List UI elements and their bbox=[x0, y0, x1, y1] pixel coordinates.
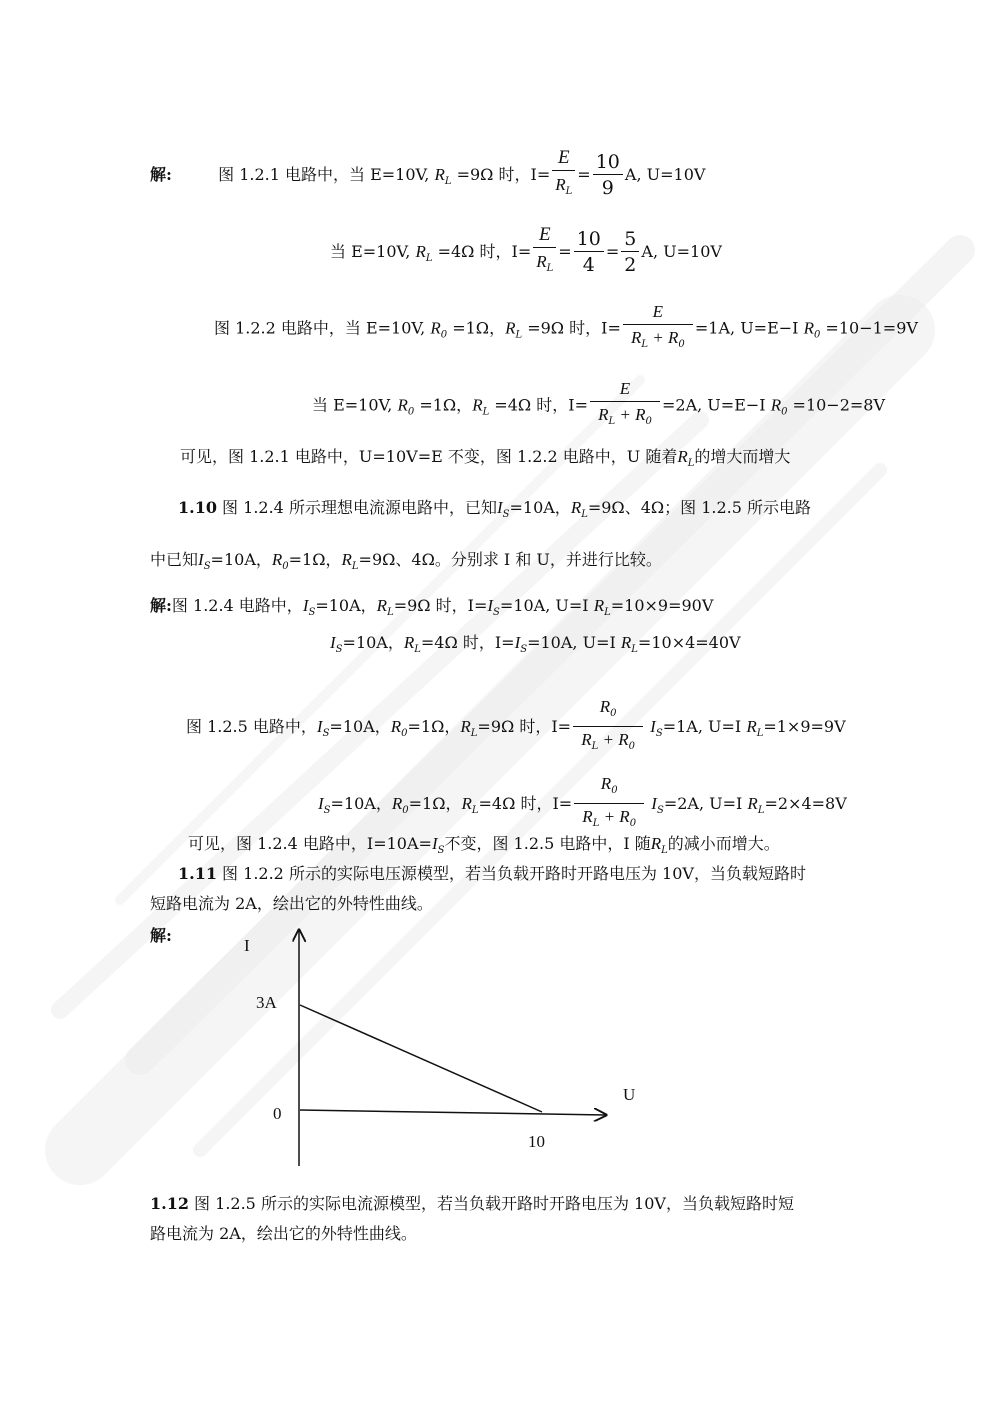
text: =9Ω 时，I= bbox=[522, 318, 621, 338]
var-r: + R bbox=[598, 730, 629, 749]
text: = bbox=[577, 165, 591, 184]
origin-label: 0 bbox=[273, 1104, 282, 1123]
sub: L bbox=[592, 818, 600, 829]
var-r: R bbox=[593, 596, 605, 615]
text: 图 1.2.4 所示理想电流源电路中，已知 bbox=[216, 498, 497, 517]
var-r: R bbox=[600, 774, 612, 793]
text: =9Ω、4Ω。分别求 I 和 U，并进行比较。 bbox=[358, 550, 662, 569]
text: = bbox=[558, 242, 572, 261]
text: =1Ω， bbox=[447, 318, 506, 338]
text: 可见，图 1.2.4 电路中，I=10A= bbox=[188, 834, 432, 853]
var-r: R bbox=[747, 794, 758, 813]
text: =10A, U=I bbox=[527, 633, 621, 652]
question-1-12-line-1 bbox=[150, 1194, 794, 1214]
numerator: E bbox=[552, 146, 575, 171]
text: 路电流为 2A，绘出它的外特性曲线。 bbox=[150, 1224, 417, 1243]
sub: S bbox=[656, 805, 664, 816]
sub: 0 bbox=[611, 785, 618, 796]
text: 图 1.2.4 电路中， bbox=[171, 596, 303, 615]
var-i: I bbox=[650, 717, 656, 736]
var-i: I bbox=[318, 794, 324, 813]
var-r: R bbox=[599, 697, 611, 716]
sub: L bbox=[470, 728, 478, 739]
sub: 0 bbox=[407, 406, 415, 418]
numerator: 5 bbox=[621, 227, 639, 252]
var-i: I bbox=[330, 633, 336, 652]
sub: L bbox=[546, 263, 554, 274]
var-r: R bbox=[271, 550, 283, 569]
var-i: I bbox=[514, 633, 521, 652]
var-r: R bbox=[415, 242, 426, 261]
var-r: R bbox=[397, 395, 408, 415]
x-tick-label: 10 bbox=[528, 1132, 545, 1151]
text: 的减小而增大。 bbox=[667, 834, 780, 853]
text: =1A, U=E−I bbox=[694, 318, 804, 338]
var-r: R bbox=[650, 834, 662, 853]
sub: 0 bbox=[440, 329, 448, 341]
text: =4Ω 时，I= bbox=[478, 794, 573, 813]
sub: L bbox=[351, 561, 359, 572]
var-r: R bbox=[536, 252, 547, 271]
text: =1Ω， bbox=[288, 550, 342, 569]
var-r: R bbox=[430, 318, 441, 338]
sub: 0 bbox=[781, 406, 788, 418]
text: =2A, U=E−I bbox=[661, 395, 771, 415]
sub: L bbox=[631, 644, 638, 655]
x-axis-label: U bbox=[623, 1085, 636, 1104]
var-r: R bbox=[460, 717, 471, 736]
text: 可见，图 1.2.1 电路中，U=10V=E 不变，图 1.2.2 电路中，U 随着 bbox=[180, 447, 678, 466]
sub: 0 bbox=[402, 805, 409, 816]
sub: L bbox=[608, 416, 616, 427]
var-r: R bbox=[570, 498, 582, 517]
sub: S bbox=[520, 644, 528, 655]
sub: L bbox=[387, 607, 394, 618]
numerator: 10 bbox=[593, 150, 623, 175]
text: =1Ω， bbox=[407, 717, 461, 736]
var-r: R bbox=[472, 395, 483, 415]
sub: S bbox=[655, 728, 663, 739]
var-r: R bbox=[770, 395, 782, 415]
text: =10A， bbox=[330, 794, 392, 813]
var-r: R bbox=[555, 175, 566, 194]
text: 图 1.2.5 所示的实际电流源模型，若当负载开路时开路电压为 10V，当负载短路时短 bbox=[188, 1194, 794, 1213]
sub: L bbox=[425, 253, 433, 264]
sub: L bbox=[565, 186, 573, 197]
sub: 0 bbox=[282, 561, 289, 572]
x-axis bbox=[300, 1110, 606, 1115]
var-r: R bbox=[403, 633, 415, 652]
text: =1×9=9V bbox=[763, 717, 846, 736]
text: =10A， bbox=[329, 717, 391, 736]
question-number: 1.12 bbox=[150, 1194, 189, 1213]
sub: L bbox=[756, 728, 764, 739]
var-r: R bbox=[390, 717, 402, 736]
text: =1A, U=I bbox=[662, 717, 747, 736]
var-r: R bbox=[341, 550, 352, 569]
var-i: I bbox=[651, 794, 657, 813]
sub: S bbox=[493, 607, 500, 618]
text: =4Ω 时，I= bbox=[420, 633, 515, 652]
question-number: 1.11 bbox=[178, 864, 217, 883]
text: A, U=10V bbox=[641, 242, 722, 261]
sub: S bbox=[323, 805, 331, 816]
text: =10A， bbox=[509, 498, 571, 517]
text: =2A, U=I bbox=[663, 794, 748, 813]
text: =10A, U=I bbox=[499, 596, 594, 615]
y-axis-label: I bbox=[244, 936, 250, 955]
sub: L bbox=[581, 509, 588, 520]
text: =10×4=40V bbox=[637, 633, 741, 652]
text: 短路电流为 2A，绘出它的外特性曲线。 bbox=[150, 894, 433, 913]
text: =10A， bbox=[210, 550, 272, 569]
var-i: I bbox=[487, 596, 494, 615]
var-r: R bbox=[376, 596, 388, 615]
sub: L bbox=[471, 805, 479, 816]
sub: S bbox=[203, 561, 211, 572]
text: =10A， bbox=[315, 596, 377, 615]
sub: S bbox=[437, 845, 445, 856]
text: =10−2=8V bbox=[787, 395, 886, 415]
text: =2×4=8V bbox=[764, 794, 847, 813]
solve-label: 解: bbox=[150, 165, 172, 184]
var-r: R bbox=[620, 633, 632, 652]
text: =4Ω 时，I= bbox=[489, 395, 588, 415]
sub: L bbox=[591, 741, 599, 752]
var-r: R bbox=[803, 318, 814, 338]
var-r: R bbox=[677, 447, 688, 466]
sub: 0 bbox=[678, 339, 685, 350]
var-i: I bbox=[198, 550, 204, 569]
text: 图 1.2.2 电路中，当 E=10V, bbox=[214, 318, 431, 338]
text: =10A， bbox=[342, 633, 404, 652]
var-r: R bbox=[598, 405, 609, 424]
text: 的增大而增大 bbox=[694, 447, 791, 466]
sub: L bbox=[515, 329, 523, 341]
text: 当 E=10V, bbox=[330, 242, 416, 261]
var-r: R bbox=[581, 730, 592, 749]
sub: L bbox=[444, 176, 452, 187]
sub: 0 bbox=[401, 728, 408, 739]
sub: L bbox=[641, 339, 649, 350]
var-r: R bbox=[746, 717, 757, 736]
characteristic-line bbox=[300, 1005, 542, 1112]
sub: L bbox=[757, 805, 765, 816]
denominator: 4 bbox=[582, 254, 595, 276]
sub: S bbox=[322, 728, 330, 739]
text: =9Ω 时，I= bbox=[477, 717, 572, 736]
text: =10−1=9V bbox=[820, 318, 918, 338]
var-r: R bbox=[582, 807, 593, 826]
denominator: 2 bbox=[624, 254, 637, 276]
var-i: I bbox=[496, 498, 503, 517]
numerator: E bbox=[590, 377, 660, 402]
text: =10×9=90V bbox=[610, 596, 714, 615]
var-r: R bbox=[461, 794, 472, 813]
var-i: I bbox=[302, 596, 309, 615]
var-r: + R bbox=[599, 807, 630, 826]
solve-label: 解: bbox=[150, 596, 172, 615]
text: 图 1.2.2 所示的实际电压源模型，若当负载开路时开路电压为 10V，当负载短路时 bbox=[216, 864, 806, 883]
text: =9Ω 时，I= bbox=[393, 596, 488, 615]
sub: L bbox=[414, 644, 421, 655]
denominator: 9 bbox=[601, 177, 614, 199]
sub: L bbox=[661, 845, 668, 856]
sub: 0 bbox=[628, 741, 635, 752]
var-i: I bbox=[316, 717, 323, 736]
text: =4Ω 时，I= bbox=[432, 242, 532, 261]
solve-label: 解: bbox=[150, 926, 172, 945]
sub: L bbox=[604, 607, 611, 618]
sub: 0 bbox=[629, 818, 637, 829]
numerator: E bbox=[533, 223, 556, 248]
var-r: R bbox=[391, 794, 403, 813]
text: A, U=10V bbox=[624, 165, 706, 184]
text: 图 1.2.1 电路中，当 E=10V, bbox=[218, 165, 435, 184]
numerator: E bbox=[623, 300, 693, 325]
var-i: I bbox=[431, 834, 438, 853]
question-number: 1.10 bbox=[178, 498, 217, 517]
sub: 0 bbox=[645, 416, 652, 427]
sub: S bbox=[502, 509, 510, 520]
sub: L bbox=[482, 406, 490, 418]
text: =1Ω， bbox=[408, 794, 462, 813]
var-r: + R bbox=[615, 405, 646, 424]
sub: 0 bbox=[610, 708, 617, 719]
question-1-12-line-2 bbox=[150, 1224, 417, 1244]
sub: 0 bbox=[813, 329, 821, 341]
text: =9Ω、4Ω；图 1.2.5 所示电路 bbox=[587, 498, 812, 517]
text: =1Ω， bbox=[414, 395, 473, 415]
sub: S bbox=[308, 607, 316, 618]
text: 不变，图 1.2.5 电路中，I 随 bbox=[444, 834, 651, 853]
var-r: + R bbox=[648, 328, 679, 347]
text: = bbox=[605, 242, 620, 261]
numerator: 10 bbox=[574, 227, 604, 252]
var-r: R bbox=[505, 318, 516, 338]
sub: L bbox=[687, 458, 695, 469]
sub: S bbox=[335, 644, 343, 655]
var-r: R bbox=[434, 165, 445, 184]
text: =9Ω 时，I= bbox=[451, 165, 551, 184]
y-tick-label: 3A bbox=[256, 993, 277, 1012]
var-r: R bbox=[630, 328, 642, 347]
text: 图 1.2.5 电路中， bbox=[186, 717, 317, 736]
text: 当 E=10V, bbox=[312, 395, 398, 415]
text: 中已知 bbox=[150, 550, 199, 569]
